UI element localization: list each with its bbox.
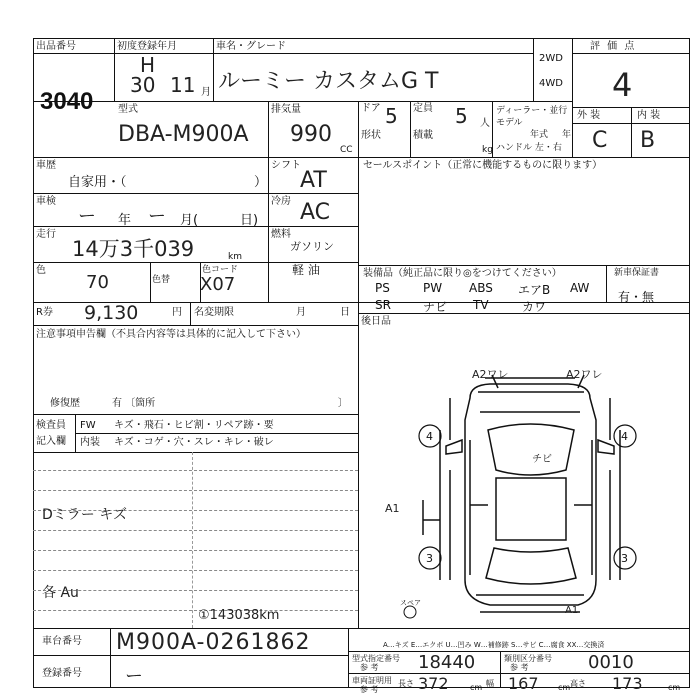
diagram-a1-left: A1: [385, 502, 400, 515]
inspector-fw-text: キズ・飛石・ヒビ割・リペア跡・要: [114, 420, 274, 431]
dims-wid-label: 幅: [486, 679, 494, 688]
repair-close: 〕: [338, 398, 348, 409]
dealer-model-label: モデル: [496, 118, 523, 128]
recycle-value: 9,130: [84, 302, 139, 324]
equip-pw: PW: [423, 281, 443, 295]
doors-label: ドア: [361, 103, 381, 114]
history-label: 車歴: [36, 160, 56, 171]
dims-hgt: 173: [612, 674, 643, 693]
diagram-num-rl: 3: [426, 552, 433, 565]
inspection-label: 車検: [36, 196, 56, 207]
inspector-label2: 記入欄: [36, 436, 66, 447]
color-change-label: 色替: [152, 275, 171, 285]
diagram-chip: チビ: [532, 454, 552, 465]
inspection-year-value: ー: [78, 206, 96, 227]
capacity-unit: 人: [480, 118, 490, 129]
reg-month-unit: 月: [201, 87, 211, 98]
grade-ext-value: C: [592, 128, 608, 153]
shape-label: 形状: [361, 130, 381, 141]
dims-len-label: 長さ: [398, 679, 414, 688]
equip-abs: ABS: [469, 281, 493, 295]
grade-value: 4: [612, 66, 633, 104]
doors-value: 5: [385, 104, 398, 128]
repair-value: 有 〔箇所: [112, 398, 156, 409]
equip-navi: ナビ: [423, 300, 448, 314]
chassis-label: 車台番号: [42, 636, 82, 647]
color-code-value: X07: [200, 274, 236, 295]
dealer-label: ディーラー・並行: [496, 106, 568, 116]
chassis-value: M900A-0261862: [116, 630, 311, 655]
reg-month: 11: [170, 73, 196, 97]
load-unit: kg: [482, 145, 493, 155]
type-no-value: 18440: [418, 652, 476, 673]
dims-wid: 167: [508, 674, 539, 693]
equip-leather: カワ: [522, 300, 547, 314]
reg-cert-label: 車両証明用: [352, 676, 392, 685]
diagram-a1-bottom: A1: [565, 605, 579, 616]
registration-value: ー: [125, 666, 143, 687]
lot-label: 出品番号: [36, 41, 76, 52]
shift-value: AT: [300, 168, 327, 193]
reg-cert-sub: 参 考: [360, 685, 379, 694]
dims-hgt-label: 高さ: [570, 679, 586, 688]
damage-legend: A…キズ E…エクボ U…凹み W…補修跡 S…サビ C…腐食 XX…交換済: [383, 641, 605, 649]
class-no-value: 0010: [588, 652, 634, 673]
drive-4wd: 4WD: [539, 78, 563, 89]
name-label: 車名・グレード: [216, 41, 286, 52]
remark-3: ①143038km: [198, 608, 280, 623]
repair-label: 修復歴: [50, 398, 80, 409]
inspector-inner: 内装: [80, 437, 100, 448]
dims-len-unit: cm: [470, 683, 483, 692]
class-no-sub: 参 考: [510, 663, 529, 672]
fuel-label: 燃料: [271, 229, 291, 240]
reg-label: 初度登録年月: [117, 41, 177, 52]
type-no-label: 型式指定番号: [352, 654, 400, 663]
inspector-inner-text: キズ・コゲ・穴・スレ・キレ・破レ: [114, 437, 274, 448]
reg-era: H: [140, 53, 156, 77]
inspector-fw: FW: [80, 420, 96, 431]
lot-number: 3040: [40, 88, 94, 115]
aircon-label: 冷房: [271, 196, 291, 207]
sales-point-label: セールスポイント（正常に機能するものに限ります）: [363, 160, 603, 171]
equip-sr: SR: [375, 298, 391, 312]
mileage-unit: km: [228, 252, 242, 262]
rear-seat-label: 後日品: [361, 316, 391, 327]
aircon-value: AC: [300, 200, 331, 225]
recycle-label: R券: [36, 307, 53, 318]
equip-aw: AW: [570, 281, 590, 295]
displacement-value: 990: [290, 122, 332, 147]
shift-label: シフト: [271, 160, 301, 171]
grade-int-value: B: [640, 128, 656, 153]
diagram-a2w-right: A2ワレ: [566, 368, 603, 381]
model-value: DBA-M900A: [118, 122, 249, 147]
diagram-a2w-left: A2ワレ: [472, 368, 509, 381]
color-code-label: 色コード: [202, 265, 239, 275]
fuel-diesel: 軽 油: [292, 263, 320, 277]
mileage-value: 14万3千039: [72, 237, 195, 261]
drive-2wd: 2WD: [539, 53, 563, 64]
equip-tv: TV: [473, 298, 489, 312]
grade-ext-label: 外 装: [577, 110, 601, 121]
inspection-year-unit: 年: [118, 213, 132, 228]
warranty-label: 新車保証書: [614, 268, 660, 278]
dims-hgt-unit: cm: [668, 683, 681, 692]
capacity-value: 5: [455, 104, 468, 128]
equipment-label: 装備品（純正品に限り◎をつけてください）: [363, 268, 562, 279]
inspection-day-unit: 日): [240, 213, 259, 228]
fuel-gasoline: ガソリン: [290, 240, 334, 253]
displacement-label: 排気量: [271, 104, 301, 115]
dealer-handle: ハンドル 左・右: [496, 143, 562, 153]
type-no-sub: 参 考: [360, 663, 379, 672]
model-label: 型式: [118, 104, 138, 115]
class-no-label: 類別区分番号: [504, 654, 552, 663]
name-value: ルーミー カスタムG T: [218, 69, 439, 94]
dims-wid-unit: cm: [558, 683, 571, 692]
dealer-year-label: 年式: [530, 130, 549, 140]
remark-1: Dミラー キズ: [42, 507, 127, 523]
color-value: 70: [86, 272, 109, 293]
name-change-month: 月: [296, 307, 306, 318]
color-label: 色: [36, 265, 46, 276]
capacity-label: 定員: [413, 103, 433, 114]
grade-label: 評 価 点: [590, 41, 637, 52]
equip-ps: PS: [375, 281, 390, 295]
diagram-spare: スペア: [400, 599, 421, 607]
equip-airbag: エアB: [518, 283, 551, 297]
diagram-num-rr: 3: [621, 552, 628, 565]
grade-int-label: 内 装: [637, 110, 661, 121]
inspection-month-value: ー: [148, 206, 166, 227]
registration-label: 登録番号: [42, 668, 82, 679]
remark-2: 各 Au: [42, 585, 79, 601]
mileage-label: 走行: [36, 229, 56, 240]
dims-len: 372: [418, 674, 449, 693]
diagram-num-fr: 4: [621, 430, 628, 443]
load-label: 積載: [413, 130, 433, 141]
inspection-month-unit: 月(: [180, 213, 199, 228]
displacement-unit: CC: [340, 145, 353, 155]
history-close: ）: [254, 175, 268, 190]
inspector-label1: 検査員: [36, 420, 66, 431]
diagram-num-fl: 4: [426, 430, 433, 443]
notes-label: 注意事項申告欄（不具合内容等は具体的に記入して下さい）: [36, 329, 306, 340]
name-change-label: 名変期限: [194, 307, 234, 318]
name-change-day: 日: [340, 307, 350, 318]
history-value: 自家用・（: [68, 175, 127, 190]
reg-year: 30: [130, 73, 156, 97]
dealer-year-unit: 年: [562, 130, 572, 140]
warranty-value: 有・無: [618, 290, 655, 304]
recycle-unit: 円: [172, 307, 182, 318]
